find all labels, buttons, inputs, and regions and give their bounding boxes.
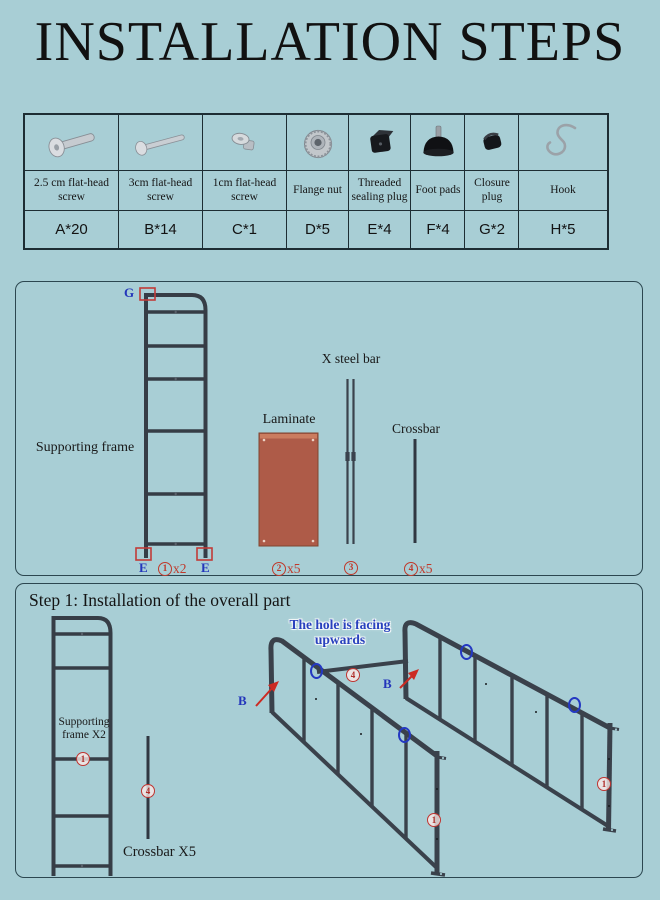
part-name: Hook: [519, 170, 607, 210]
foot-pads-icon: [411, 119, 465, 167]
table-column: [465, 115, 519, 248]
b-arrow-right: [400, 669, 419, 688]
qty-crossbar: [404, 561, 433, 577]
part-image-cell: [203, 115, 286, 170]
hole-ring-4: [398, 727, 411, 743]
part-image-cell: [119, 115, 202, 170]
note-line: upwards: [314, 632, 366, 647]
page-title: INSTALLATION STEPS: [34, 11, 626, 73]
qty-frame: [158, 561, 187, 577]
part-qty: F*4: [411, 210, 465, 248]
table-column: [25, 115, 119, 248]
parts-panel-diagram: [16, 282, 642, 575]
hole-ring-1: [310, 663, 323, 679]
supporting-frame-x2-label: [38, 716, 130, 742]
part-qty: D*5: [287, 210, 348, 248]
part-image-cell: [349, 115, 410, 170]
step1-heading: Step 1: Installation of the overall part: [29, 590, 291, 610]
screw-3cm-icon: [123, 122, 199, 164]
circled-1: 1: [158, 562, 172, 576]
crossbar-x5-label: Crossbar X5: [123, 844, 196, 860]
hole-ring-2: [460, 644, 473, 660]
qty-suffix: x5: [287, 561, 301, 576]
closure-plug-icon: [465, 121, 519, 165]
part-qty: E*4: [349, 210, 410, 248]
part-image-cell: [25, 115, 118, 170]
part-name: 3cm flat-head screw: [119, 170, 202, 210]
marker-circled-4-crossbar: 4: [141, 784, 155, 798]
part-qty: C*1: [203, 210, 286, 248]
screw-2.5cm-icon: [32, 122, 112, 164]
laminate-label: Laminate: [262, 412, 316, 427]
table-column: [349, 115, 411, 248]
parts-table: [23, 113, 609, 250]
label-line: Supporting: [58, 716, 110, 728]
part-qty: B*14: [119, 210, 202, 248]
part-qty: H*5: [519, 210, 607, 248]
parts-panel: [15, 281, 643, 576]
supporting-frame-x2-diagram: [54, 618, 111, 876]
qty-suffix: x5: [419, 561, 433, 576]
marker-e-left: E: [139, 560, 148, 575]
part-qty: A*20: [25, 210, 118, 248]
supporting-frame-diagram: [146, 295, 206, 558]
part-name: Closure plug: [465, 170, 519, 210]
crossbar-label: Crossbar: [392, 421, 440, 436]
note-line: The hole is facing: [289, 617, 391, 632]
table-column: [203, 115, 287, 248]
marker-circled-1-ladder: 1: [76, 752, 90, 766]
marker-g-label: G: [124, 285, 135, 300]
qty-steel-bar: [344, 561, 359, 575]
marker-b-left: B: [238, 693, 247, 708]
label-line: frame X2: [62, 729, 106, 742]
marker-circled-4-connector: 4: [346, 668, 360, 682]
part-qty: G*2: [465, 210, 519, 248]
part-name: 2.5 cm flat-head screw: [25, 170, 118, 210]
hook-icon: [520, 119, 606, 167]
part-image-cell: [287, 115, 348, 170]
circled-3: 3: [344, 561, 358, 575]
supporting-frame-label: Supporting frame: [35, 440, 135, 455]
hole-ring-3: [568, 697, 581, 713]
b-arrow-left: [256, 681, 279, 706]
marker-circled-1-right-frame: 1: [597, 777, 611, 791]
part-image-cell: [411, 115, 465, 170]
marker-b-right: B: [383, 676, 392, 691]
qty-suffix: x2: [173, 561, 187, 576]
threaded-sealing-plug-icon: [353, 120, 407, 166]
part-name: 1cm flat-head screw: [203, 170, 286, 210]
part-name: Foot pads: [411, 170, 465, 210]
qty-laminate: [272, 561, 301, 577]
x-steel-bar-label: X steel bar: [321, 351, 381, 366]
table-column: [287, 115, 349, 248]
marker-circled-1-left-frame: 1: [427, 813, 441, 827]
flange-nut-icon: [290, 120, 346, 166]
connecting-crossbar-diagram: [317, 661, 408, 672]
table-column: [519, 115, 607, 248]
table-column: [411, 115, 465, 248]
x-steel-bar-diagram: [345, 379, 355, 544]
step1-panel: [15, 583, 643, 878]
circled-4: 4: [404, 562, 418, 576]
circled-2: 2: [272, 562, 286, 576]
part-name: Threaded sealing plug: [349, 170, 410, 210]
screw-1cm-icon: [215, 122, 275, 164]
part-image-cell: [519, 115, 607, 170]
part-name: Flange nut: [287, 170, 348, 210]
marker-e-right: E: [201, 560, 210, 575]
hole-facing-note: [260, 617, 420, 647]
part-image-cell: [465, 115, 519, 170]
table-column: [119, 115, 203, 248]
laminate-board: [259, 433, 318, 546]
